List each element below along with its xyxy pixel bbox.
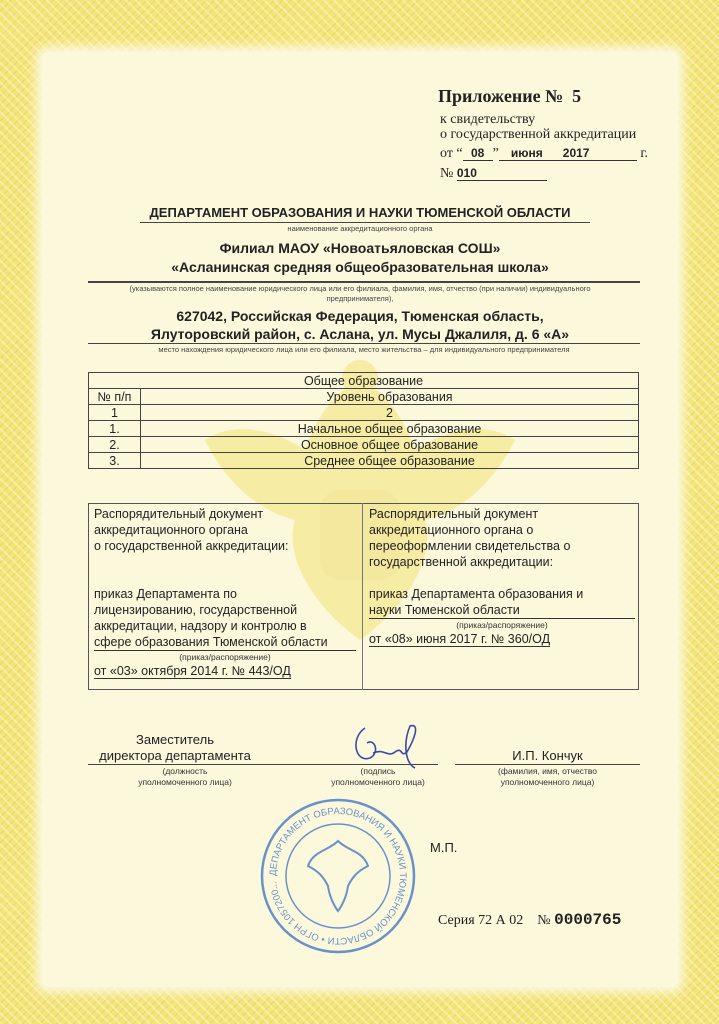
row-number: 3. xyxy=(89,453,141,469)
column-number: 2 xyxy=(141,405,639,421)
table-header-row xyxy=(89,389,639,405)
doc-caption: (приказ/распоряжение) xyxy=(179,652,271,662)
number-label: № xyxy=(440,166,454,181)
date-day: 08 xyxy=(463,146,493,161)
address-line2: Ялуторовский район, с. Аслана, ул. Мусы Джалиля, д. 6 «А» xyxy=(150,326,570,342)
column-header-level: Уровень образования xyxy=(141,389,639,405)
organization-name-line2: «Асланинская средняя общеобразовательная школа» xyxy=(171,259,549,275)
caption-line: (фамилия, имя, отчество xyxy=(498,766,597,776)
name-caption xyxy=(455,766,640,788)
date-mid: ” xyxy=(492,146,499,161)
doc-reference: от «08» июня 2017 г. № 360/ОД xyxy=(369,632,551,646)
series-value: 72 А 02 xyxy=(478,913,524,928)
stamp-place-label: М.П. xyxy=(430,840,458,855)
doc-body-line: сфере образования Тюменской области xyxy=(94,634,356,651)
table-numbering-row xyxy=(89,405,639,421)
table-row xyxy=(89,437,639,453)
right-document xyxy=(369,506,635,647)
doc-body-line: приказ Департамента по xyxy=(94,587,237,601)
table-row xyxy=(89,421,639,437)
official-seal xyxy=(258,796,418,956)
appendix-number: 5 xyxy=(572,86,582,106)
signer-name: И.П. Кончук xyxy=(512,748,583,763)
doc-title-line: переоформлении свидетельства о xyxy=(369,539,571,553)
organization-name-line1: Филиал МАОУ «Новоатьяловская СОШ» xyxy=(219,240,501,256)
authority-caption: наименование аккредитационного органа xyxy=(287,224,433,233)
authority-name: ДЕПАРТАМЕНТ ОБРАЗОВАНИЯ И НАУКИ ТЮМЕНСКОЙ ОБЛАСТИ xyxy=(149,205,571,220)
education-levels-table xyxy=(88,372,639,469)
date-month: июня xyxy=(510,146,543,160)
doc-title-line: аккредитационного органа о xyxy=(369,523,534,537)
appendix-label: Приложение № xyxy=(438,86,564,106)
doc-title-line: государственной аккредитации: xyxy=(369,555,554,569)
appendix-date xyxy=(440,146,648,162)
doc-body-line: науки Тюменской области xyxy=(369,602,635,619)
appendix-title xyxy=(438,86,581,107)
doc-title-line: аккредитационного органа xyxy=(94,523,248,537)
position-line: Заместитель xyxy=(136,732,214,747)
education-level: Начальное общее образование xyxy=(141,421,639,437)
column-header-number: № п/п xyxy=(89,389,141,405)
column-number: 1 xyxy=(89,405,141,421)
certificate-ref-line1: к свидетельству xyxy=(440,112,536,127)
doc-body-line: аккредитации, надзору и контролю в xyxy=(94,619,307,633)
doc-title-line: Распорядительный документ xyxy=(369,507,539,521)
doc-body-line: лицензированию, государственной xyxy=(94,603,298,617)
row-number: 1. xyxy=(89,421,141,437)
caption-line: (должность xyxy=(162,766,208,776)
appendix-reg-number: 010 xyxy=(457,166,547,181)
table-title: Общее образование xyxy=(89,373,639,389)
date-year: 2017 xyxy=(562,146,590,160)
position-line: директора департамента xyxy=(99,748,251,763)
left-document xyxy=(94,506,356,679)
doc-title-line: о государственной аккредитации: xyxy=(94,539,289,553)
svg-text:ДЕПАРТАМЕНТ ОБРАЗОВАНИЯ И НАУК: ДЕПАРТАМЕНТ ОБРАЗОВАНИЯ И НАУКИ ТЮМЕНСКОЙ ОБЛАСТИ • ОГРН 1057200... xyxy=(267,805,409,947)
row-number: 2. xyxy=(89,437,141,453)
caption-line: (подпись xyxy=(360,766,396,776)
position-caption xyxy=(110,766,260,788)
date-prefix: от “ xyxy=(440,146,463,161)
signature-caption xyxy=(318,766,438,788)
certificate-ref-line2: о государственной аккредитации xyxy=(440,127,637,142)
caption-line: уполномоченного лица) xyxy=(500,777,595,787)
form-number-label: № xyxy=(537,913,551,928)
appendix-number-line xyxy=(440,166,547,182)
form-number: 0000765 xyxy=(554,911,622,929)
education-level: Основное общее образование xyxy=(141,437,639,453)
caption-line: уполномоченного лица) xyxy=(138,777,232,787)
address-line1: 627042, Российская Федерация, Тюменская область, xyxy=(176,308,544,324)
education-level: Среднее общее образование xyxy=(141,453,639,469)
series-label: Серия xyxy=(438,913,475,928)
doc-title-line: Распорядительный документ xyxy=(94,507,264,521)
date-suffix: г. xyxy=(640,146,649,161)
organization-caption: (указываются полное наименование юридического лица или его филиала, фамилия, имя, отчество (при наличии) индивидуального предпринимателя), xyxy=(129,284,591,303)
doc-body-line: приказ Департамента образования и xyxy=(369,587,584,601)
signer-position xyxy=(90,732,260,764)
doc-reference: от «03» октября 2014 г. № 443/ОД xyxy=(94,664,291,678)
doc-caption: (приказ/распоряжение) xyxy=(456,620,548,630)
caption-line: уполномоченного лица) xyxy=(331,777,425,787)
form-series xyxy=(438,911,621,929)
table-row xyxy=(89,453,639,469)
address-caption: место нахождения юридического лица или его филиала, место жительства – для индивидуального предпринимателя xyxy=(158,345,570,354)
